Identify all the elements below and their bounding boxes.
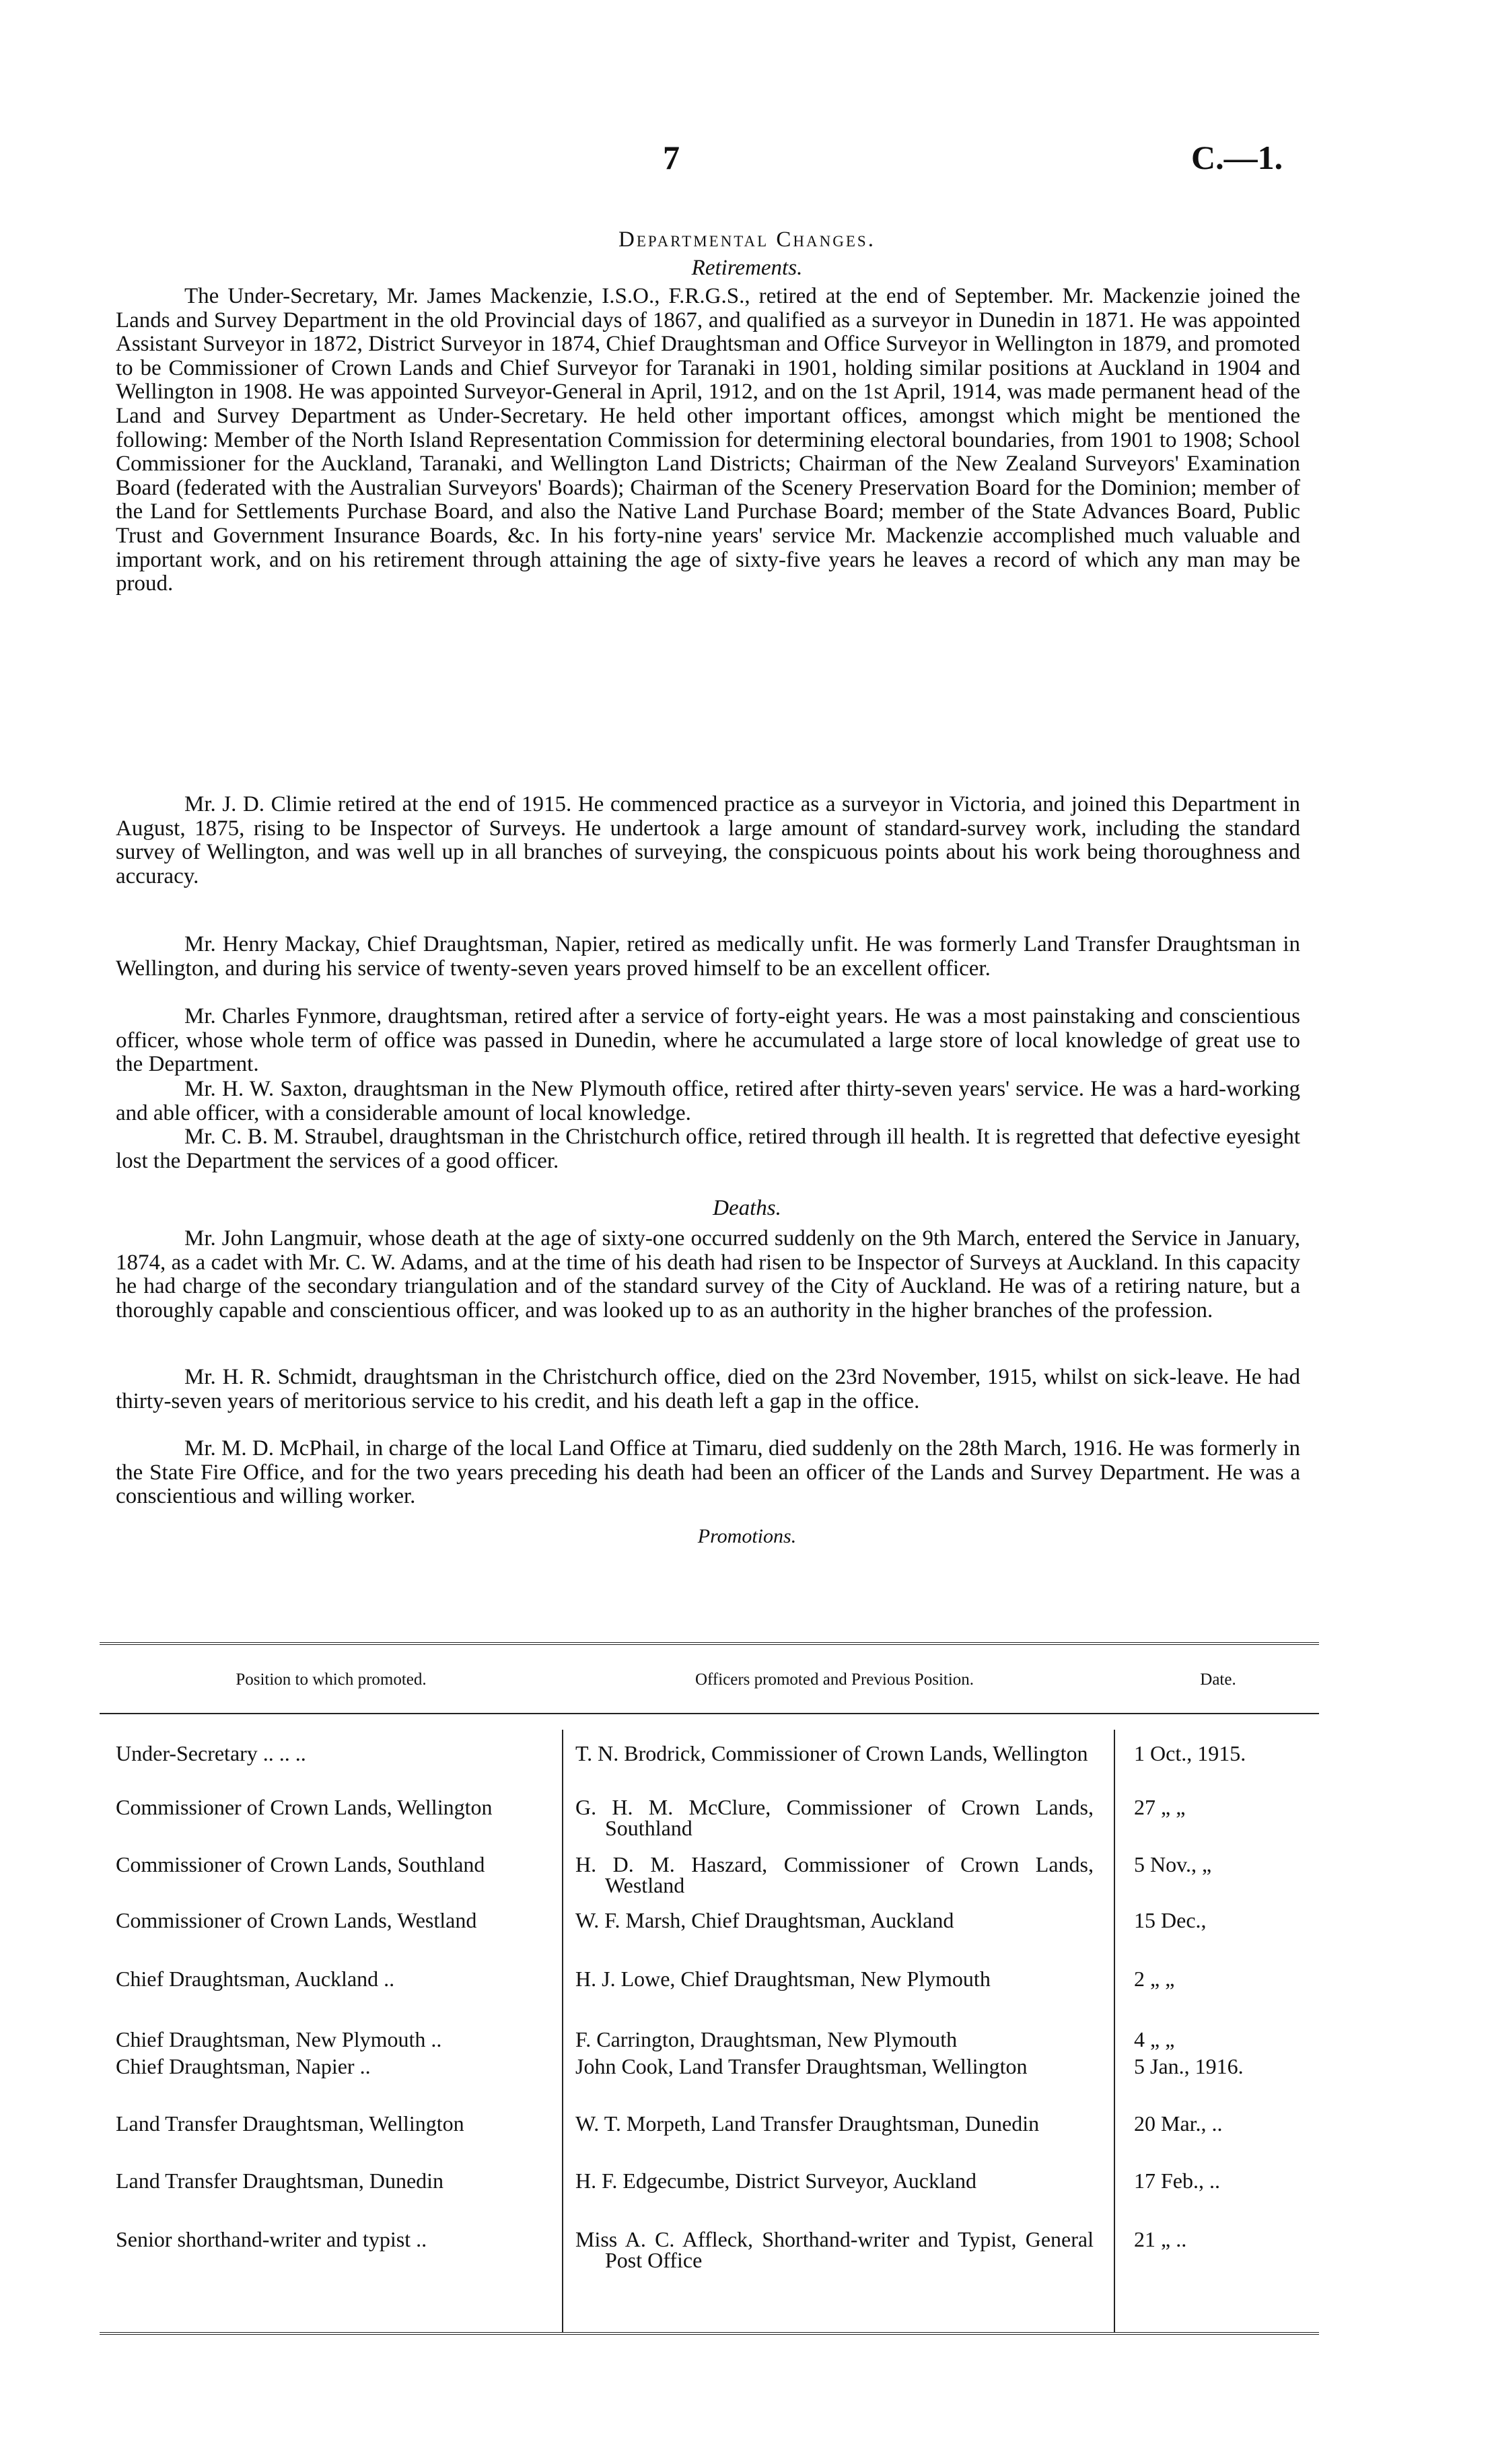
row-date: 17 Feb., .. (1134, 2169, 1220, 2193)
column-header-position: Position to which promoted. (236, 1670, 427, 1689)
row-date: 1 Oct., 1915. (1134, 1741, 1246, 1765)
row-position: Senior shorthand-writer and typist .. (116, 2227, 427, 2251)
row-position: Land Transfer Draughtsman, Dunedin (116, 2169, 444, 2193)
column-divider (1114, 1730, 1115, 2332)
table-header-rule (100, 1713, 1319, 1714)
row-position: Chief Draughtsman, Napier .. (116, 2054, 371, 2078)
row-date: 27 „ „ (1134, 1795, 1186, 1819)
row-officer: H. J. Lowe, Chief Draughtsman, New Plymouth (575, 1967, 991, 1991)
retirement-paragraph: Mr. C. B. M. Straubel, draughtsman in the Christchurch office, retired through ill health. It is regretted that defective eyesight lost the Department the services of a good officer. (116, 1125, 1300, 1173)
row-date: 20 Mar., .. (1134, 2111, 1223, 2136)
row-officer: W. T. Morpeth, Land Transfer Draughtsman, Dunedin (575, 2111, 1040, 2136)
row-date: 2 „ „ (1134, 1967, 1175, 1991)
row-officer: T. N. Brodrick, Commissioner of Crown Lands, Wellington (575, 1741, 1088, 1765)
retirement-paragraph: Mr. Henry Mackay, Chief Draughtsman, Napier, retired as medically unfit. He was formerly Land Transfer Draughtsman in Wellington, and during his service of twenty-seven years proved himself to be an excellent officer. (116, 932, 1300, 981)
table-top-rule (100, 1642, 1319, 1645)
row-officer: H. F. Edgecumbe, District Surveyor, Auckland (575, 2169, 977, 2193)
row-officer: G. H. M. McClure, Commissioner of Crown Lands, Southland (575, 1795, 1094, 1840)
row-officer: Miss A. C. Affleck, Shorthand-writer and Typist, General Post Office (575, 2227, 1094, 2272)
retirements-heading: Retirements. (691, 256, 803, 280)
column-header-date: Date. (1200, 1670, 1236, 1689)
row-date: 5 Nov., „ (1134, 1852, 1212, 1876)
row-officer: John Cook, Land Transfer Draughtsman, Wellington (575, 2054, 1028, 2078)
document-reference: C.—1. (1191, 139, 1283, 176)
page-number: 7 (663, 139, 680, 176)
promotions-heading: Promotions. (697, 1525, 797, 1547)
row-date: 4 „ „ (1134, 2027, 1175, 2051)
row-position: Chief Draughtsman, Auckland .. (116, 1967, 395, 1991)
death-paragraph: Mr. John Langmuir, whose death at the age of sixty-one occurred suddenly on the 9th March, entered the Service in January, 1874, as a cadet with Mr. C. W. Adams, and at the time of his death had risen to be Inspector of Surveys at Auckland. In this capacity he had charge of the secondary triangulation and of the standard survey of the City of Auckland. He was of a retiring nature, but a thoroughly capable and conscientious officer, and was looked up to as an authority in the higher branches of the profession. (116, 1226, 1300, 1323)
row-position: Under-Secretary .. .. .. (116, 1741, 306, 1765)
section-title: Departmental Changes. (618, 227, 876, 252)
row-date: 15 Dec., (1134, 1908, 1207, 1932)
row-officer: W. F. Marsh, Chief Draughtsman, Auckland (575, 1908, 954, 1932)
row-date: 5 Jan., 1916. (1134, 2054, 1244, 2078)
retirement-paragraph: Mr. H. W. Saxton, draughtsman in the New Plymouth office, retired after thirty-seven years' service. He was a hard-working and able officer, with a considerable amount of local knowledge. (116, 1077, 1300, 1125)
death-paragraph: Mr. H. R. Schmidt, draughtsman in the Christchurch office, died on the 23rd November, 1915, whilst on sick-leave. He had thirty-seven years of meritorious service to his credit, and his death left a gap in the office. (116, 1365, 1300, 1413)
row-officer: F. Carrington, Draughtsman, New Plymouth (575, 2027, 958, 2051)
row-officer: H. D. M. Haszard, Commissioner of Crown Lands, Westland (575, 1852, 1094, 1897)
retirement-paragraph: Mr. J. D. Climie retired at the end of 1915. He commenced practice as a surveyor in Victoria, and joined this Department in August, 1875, rising to be Inspector of Surveys. He undertook a large amount of standard-survey work, including the standard survey of Wellington, and was well up in all branches of surveying, the conspicuous points about his work being thoroughness and accuracy. (116, 792, 1300, 888)
column-divider (562, 1730, 563, 2332)
deaths-heading: Deaths. (713, 1196, 781, 1220)
death-paragraph: Mr. M. D. McPhail, in charge of the local Land Office at Timaru, died suddenly on the 28th March, 1916. He was formerly in the State Fire Office, and for the two years preceding his death had been an officer of the Lands and Survey Department. He was a conscientious and willing worker. (116, 1436, 1300, 1509)
table-bottom-rule (100, 2332, 1319, 2335)
row-position: Commissioner of Crown Lands, Wellington (116, 1795, 493, 1819)
row-position: Chief Draughtsman, New Plymouth .. (116, 2027, 442, 2051)
row-position: Land Transfer Draughtsman, Wellington (116, 2111, 464, 2136)
row-position: Commissioner of Crown Lands, Westland (116, 1908, 477, 1932)
column-header-officer: Officers promoted and Previous Position. (695, 1670, 974, 1689)
row-date: 21 „ .. (1134, 2227, 1187, 2251)
row-position: Commissioner of Crown Lands, Southland (116, 1852, 485, 1876)
retirement-paragraph: Mr. Charles Fynmore, draughtsman, retired after a service of forty-eight years. He was a most painstaking and conscientious officer, whose whole term of office was passed in Dunedin, where he accumulated a large store of local knowledge of great use to the Department. (116, 1004, 1300, 1077)
retirement-paragraph: The Under-Secretary, Mr. James Mackenzie, I.S.O., F.R.G.S., retired at the end of September. Mr. Mackenzie joined the Lands and Survey Department in the old Provincial days of 1867, and qualified as a surveyor in Dunedin in 1871. He was appointed Assistant Surveyor in 1872, District Surveyor in 1874, Chief Draughtsman and Office Surveyor in Wellington in 1879, and promoted to be Commissioner of Crown Lands and Chief Surveyor for Taranaki in 1901, holding similar positions at Auckland in 1904 and Wellington in 1908. He was appointed Surveyor-General in April, 1912, and on the 1st April, 1914, was made permanent head of the Land and Survey Department as Under-Secretary. He held other important offices, amongst which might be mentioned the following: Member of the North Island Representation Commission for determining electoral boundaries, from 1901 to 1908; School Commissioner for the Auckland, Taranaki, and Wellington Land Districts; Chairman of the New Zealand Surveyors' Examination Board (federated with the Australian Surveyors' Boards); Chairman of the Scenery Preservation Board for the Dominion; member of the Land for Settlements Purchase Board, and also the Native Land Purchase Board; member of the State Advances Board, Public Trust and Government Insurance Boards, &c. In his forty-nine years' service Mr. Mackenzie accomplished much valuable and important work, and on his retirement through attaining the age of sixty-five years he leaves a record of which any man may be proud. (116, 284, 1300, 596)
